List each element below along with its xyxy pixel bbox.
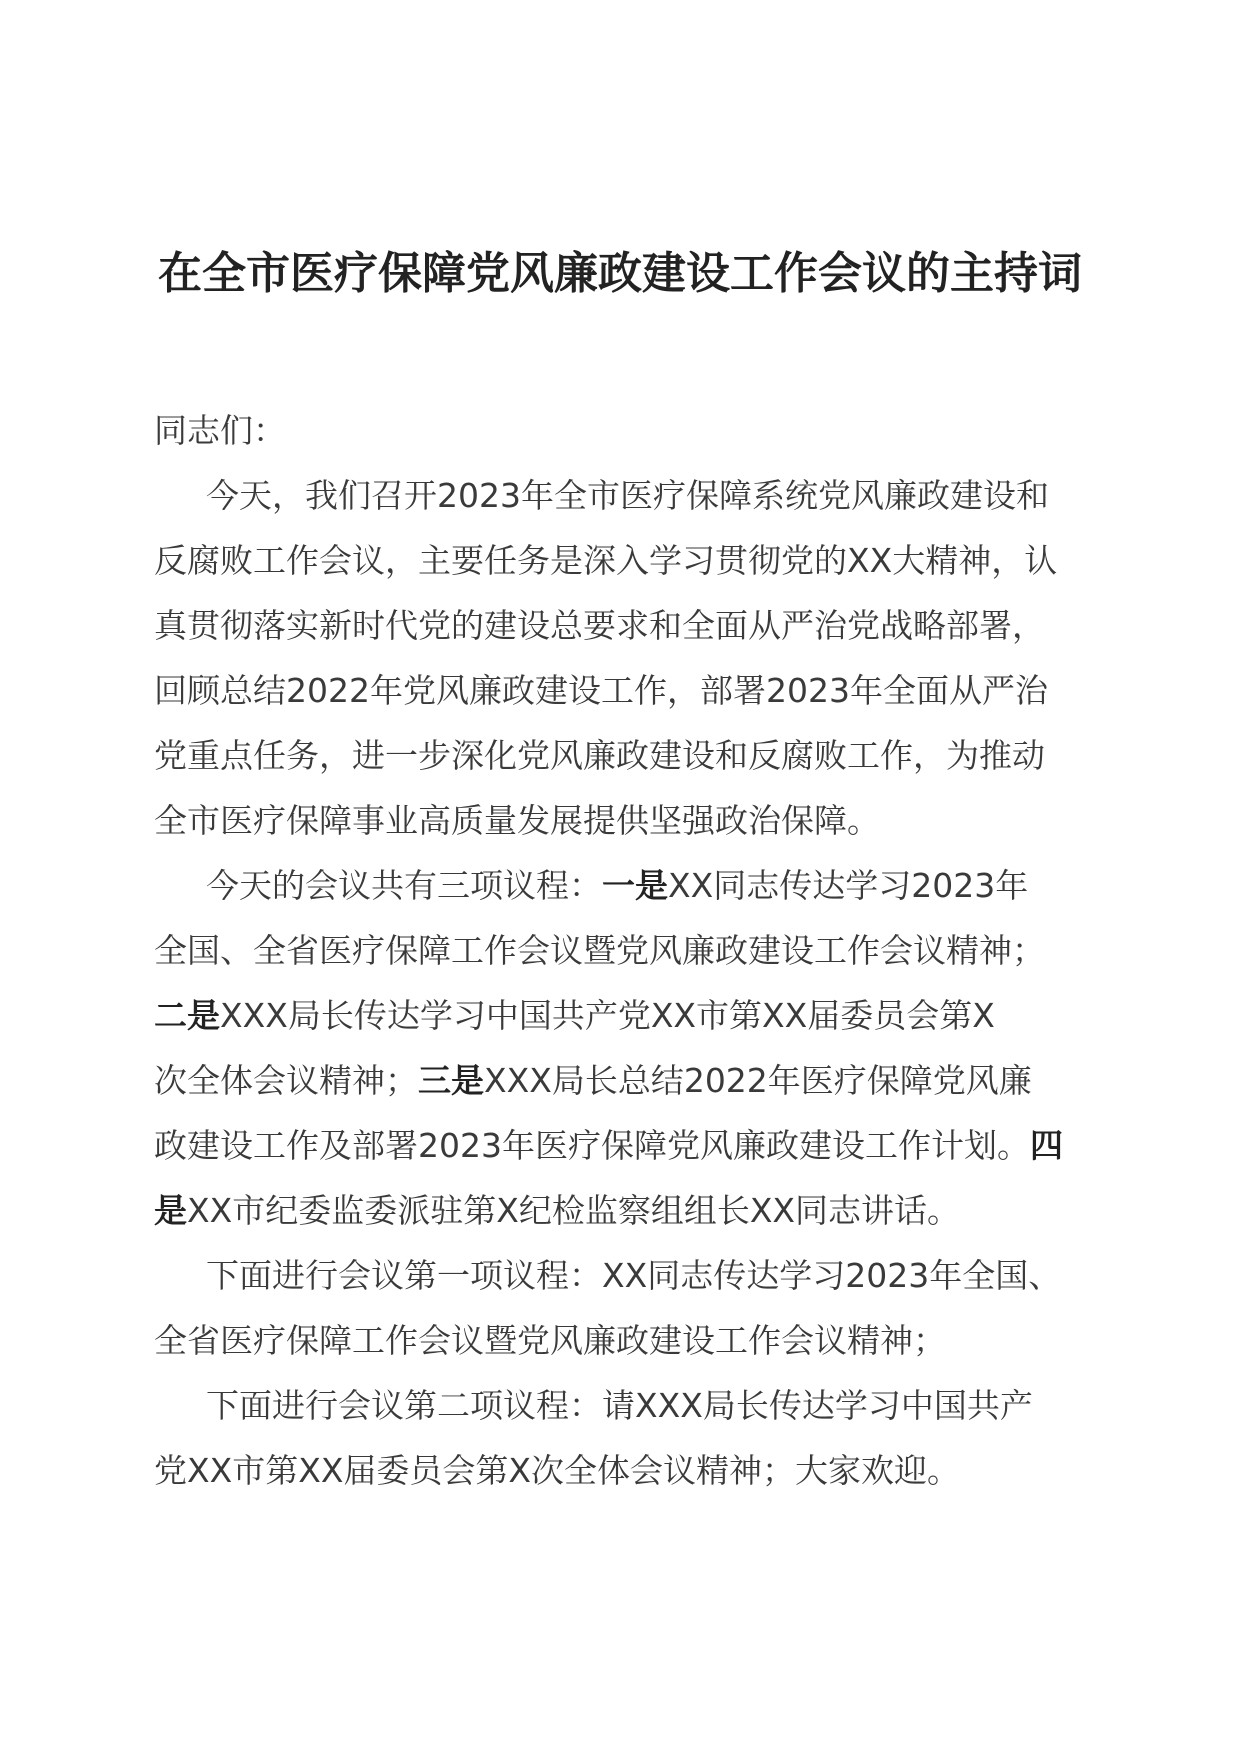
- paragraph-line: 下面进行会议第二项议程：请XXX局长传达学习中国共产: [206, 1386, 1033, 1425]
- paragraph-line: 下面进行会议第一项议程：XX同志传达学习2023年全国、: [206, 1256, 1062, 1295]
- bold-label-fourth-cont: 是: [154, 1191, 187, 1230]
- paragraph-line: [154, 983, 1090, 1048]
- paragraph-intro: [154, 463, 1090, 853]
- bold-label-first: 一是: [602, 866, 668, 905]
- document-title: 在全市医疗保障党风廉政建设工作会议的主持词: [158, 248, 1082, 299]
- paragraph-line: 党重点任务，进一步深化党风廉政建设和反腐败工作，为推动: [154, 736, 1045, 775]
- paragraph-line: 全省医疗保障工作会议暨党风廉政建设工作会议精神；: [154, 1321, 946, 1360]
- greeting: 同志们：: [154, 411, 286, 450]
- document-body: [154, 398, 1090, 1503]
- paragraph-line: 党XX市第XX届委员会第X次全体会议精神；大家欢迎。: [154, 1451, 961, 1490]
- bold-label-fourth: 四: [1029, 1126, 1063, 1165]
- text-run: 今天的会议共有三项议程：: [206, 866, 602, 905]
- paragraph-agenda-item-2: [154, 1373, 1090, 1503]
- paragraph-line: [154, 1048, 1090, 1113]
- paragraph-line: 今天，我们召开2023年全市医疗保障系统党风廉政建设和: [206, 476, 1049, 515]
- bold-label-second: 二是: [154, 996, 220, 1035]
- paragraph-line: [154, 1113, 1090, 1178]
- bold-label-third: 三是: [418, 1061, 484, 1100]
- text-run: XXX局长传达学习中国共产党XX市第XX届委员会第X: [220, 996, 995, 1035]
- paragraph-line: 全市医疗保障事业高质量发展提供坚强政治保障。: [154, 801, 880, 840]
- paragraph-agenda: [154, 853, 1090, 1243]
- paragraph-line: [154, 853, 1090, 918]
- text-run: 政建设工作及部署2023年医疗保障党风廉政建设工作计划。: [154, 1126, 1030, 1165]
- paragraph-agenda-item-1: [154, 1243, 1090, 1373]
- text-run: XXX局长总结2022年医疗保障党风廉: [484, 1061, 1032, 1100]
- paragraph-line: 全国、全省医疗保障工作会议暨党风廉政建设工作会议精神；: [154, 931, 1045, 970]
- text-run: XX市纪委监委派驻第X纪检监察组组长XX同志讲话。: [187, 1191, 961, 1230]
- text-run: 次全体会议精神；: [154, 1061, 418, 1100]
- text-run: XX同志传达学习2023年: [668, 866, 1029, 905]
- paragraph-line: 反腐败工作会议，主要任务是深入学习贯彻党的XX大精神，认: [154, 541, 1058, 580]
- paragraph-line: [154, 1178, 1090, 1243]
- paragraph-line: 回顾总结2022年党风廉政建设工作，部署2023年全面从严治: [154, 671, 1048, 710]
- paragraph-line: 真贯彻落实新时代党的建设总要求和全面从严治党战略部署，: [154, 606, 1045, 645]
